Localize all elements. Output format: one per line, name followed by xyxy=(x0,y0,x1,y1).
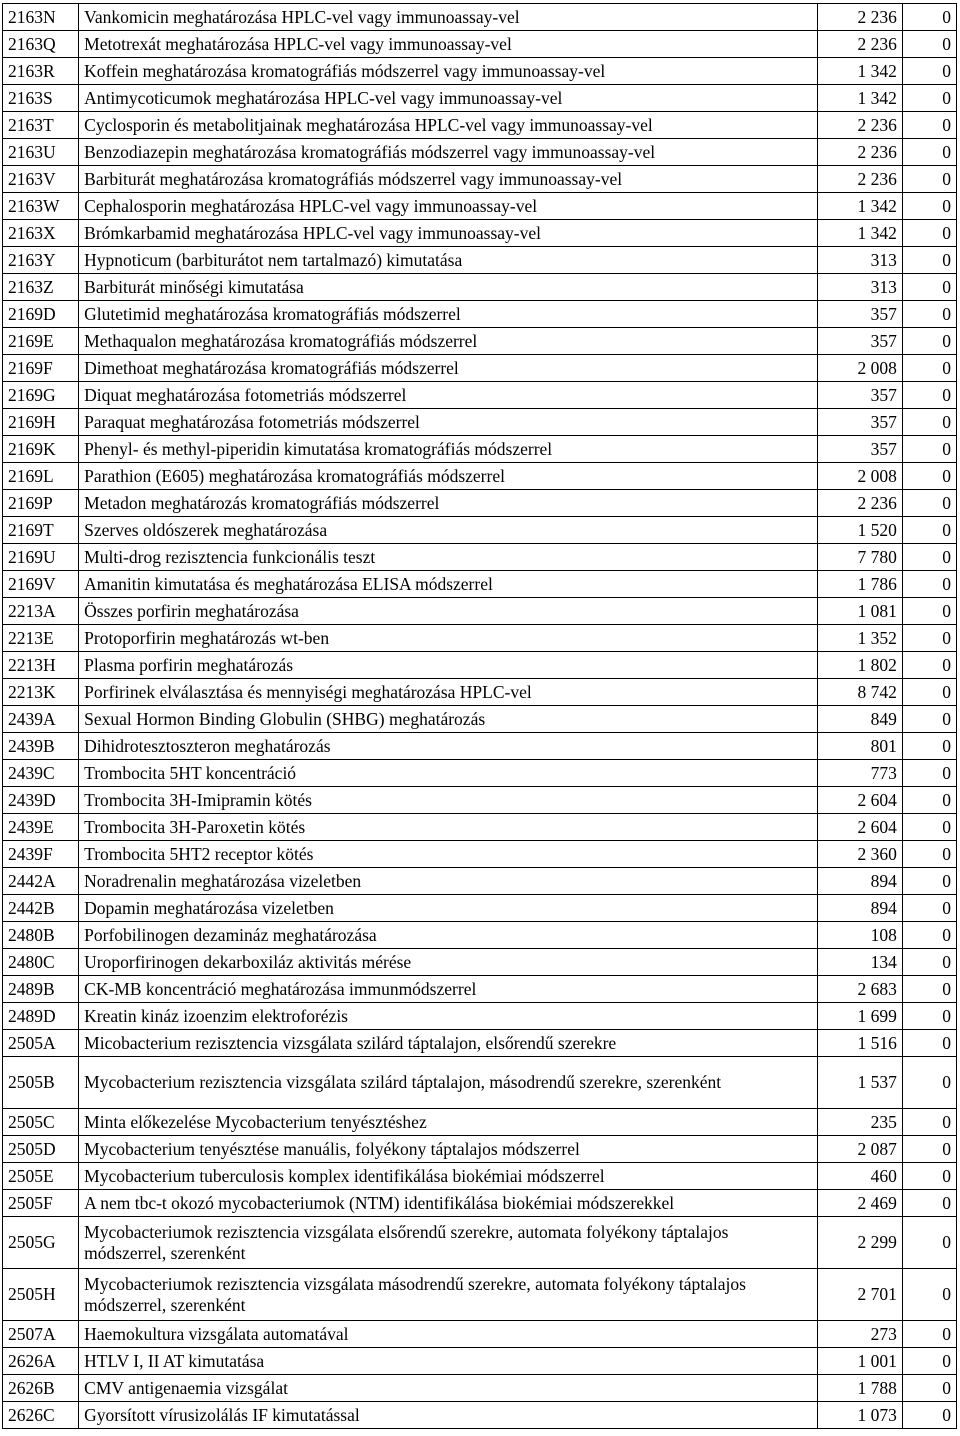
extra-value-cell: 0 xyxy=(902,733,956,760)
procedure-name-cell: Minta előkezelése Mycobacterium tenyésztéshez xyxy=(79,1109,818,1136)
table-row xyxy=(3,4,957,31)
procedure-name-cell: Cephalosporin meghatározása HPLC-vel vagy immunoassay-vel xyxy=(79,193,818,220)
point-value-cell: 357 xyxy=(817,328,902,355)
extra-value-cell: 0 xyxy=(902,1375,956,1402)
extra-value-cell: 0 xyxy=(902,517,956,544)
extra-value-cell: 0 xyxy=(902,571,956,598)
procedure-code-cell: 2489D xyxy=(3,1003,79,1030)
extra-value-cell: 0 xyxy=(902,841,956,868)
extra-value-cell: 0 xyxy=(902,274,956,301)
table-row xyxy=(3,733,957,760)
procedure-code-cell: 2169D xyxy=(3,301,79,328)
point-value-cell: 2 008 xyxy=(817,463,902,490)
point-value-cell: 313 xyxy=(817,274,902,301)
procedure-name-cell: Dimethoat meghatározása kromatográfiás módszerrel xyxy=(79,355,818,382)
extra-value-cell: 0 xyxy=(902,1321,956,1348)
table-row xyxy=(3,1136,957,1163)
procedure-code-cell: 2505B xyxy=(3,1057,79,1109)
table-row xyxy=(3,220,957,247)
procedure-name-cell: Dihidrotesztoszteron meghatározás xyxy=(79,733,818,760)
procedure-code-cell: 2442A xyxy=(3,868,79,895)
procedure-name-cell: Protoporfirin meghatározás wt-ben xyxy=(79,625,818,652)
table-row xyxy=(3,1375,957,1402)
extra-value-cell: 0 xyxy=(902,85,956,112)
procedure-name-cell: Szerves oldószerek meghatározása xyxy=(79,517,818,544)
extra-value-cell: 0 xyxy=(902,787,956,814)
table-row xyxy=(3,976,957,1003)
table-row xyxy=(3,814,957,841)
table-row xyxy=(3,571,957,598)
point-value-cell: 1 342 xyxy=(817,193,902,220)
point-value-cell: 2 087 xyxy=(817,1136,902,1163)
point-value-cell: 1 073 xyxy=(817,1402,902,1429)
procedure-name-cell: Gyorsított vírusizolálás IF kimutatással xyxy=(79,1402,818,1429)
extra-value-cell: 0 xyxy=(902,625,956,652)
extra-value-cell: 0 xyxy=(902,814,956,841)
table-row xyxy=(3,625,957,652)
point-value-cell: 1 520 xyxy=(817,517,902,544)
table-row xyxy=(3,706,957,733)
procedure-name-cell: Mycobacterium tuberculosis komplex identifikálása biokémiai módszerrel xyxy=(79,1163,818,1190)
point-value-cell: 7 780 xyxy=(817,544,902,571)
procedure-name-cell: Trombocita 3H-Paroxetin kötés xyxy=(79,814,818,841)
extra-value-cell: 0 xyxy=(902,1057,956,1109)
procedure-name-cell: Koffein meghatározása kromatográfiás módszerrel vagy immunoassay-vel xyxy=(79,58,818,85)
procedure-name-cell: Plasma porfirin meghatározás xyxy=(79,652,818,679)
procedure-code-cell: 2169T xyxy=(3,517,79,544)
procedure-code-cell: 2163Z xyxy=(3,274,79,301)
procedure-name-cell: Metotrexát meghatározása HPLC-vel vagy immunoassay-vel xyxy=(79,31,818,58)
procedure-code-cell: 2163U xyxy=(3,139,79,166)
procedure-name-cell: CK-MB koncentráció meghatározása immunmódszerrel xyxy=(79,976,818,1003)
procedure-name-cell: Trombocita 5HT2 receptor kötés xyxy=(79,841,818,868)
procedure-name-cell: Noradrenalin meghatározása vizeletben xyxy=(79,868,818,895)
point-value-cell: 1 788 xyxy=(817,1375,902,1402)
procedure-name-cell: Porfirinek elválasztása és mennyiségi meghatározása HPLC-vel xyxy=(79,679,818,706)
procedure-code-cell: 2163Y xyxy=(3,247,79,274)
extra-value-cell: 0 xyxy=(902,409,956,436)
point-value-cell: 1 081 xyxy=(817,598,902,625)
procedure-code-cell: 2505E xyxy=(3,1163,79,1190)
point-value-cell: 2 236 xyxy=(817,139,902,166)
point-value-cell: 2 236 xyxy=(817,166,902,193)
extra-value-cell: 0 xyxy=(902,1163,956,1190)
table-row xyxy=(3,247,957,274)
procedure-code-cell: 2163Q xyxy=(3,31,79,58)
procedure-code-cell: 2169E xyxy=(3,328,79,355)
extra-value-cell: 0 xyxy=(902,1348,956,1375)
extra-value-cell: 0 xyxy=(902,4,956,31)
table-row xyxy=(3,544,957,571)
point-value-cell: 2 236 xyxy=(817,31,902,58)
point-value-cell: 2 683 xyxy=(817,976,902,1003)
table-row xyxy=(3,166,957,193)
extra-value-cell: 0 xyxy=(902,247,956,274)
procedure-name-cell: HTLV I, II AT kimutatása xyxy=(79,1348,818,1375)
extra-value-cell: 0 xyxy=(902,463,956,490)
point-value-cell: 2 299 xyxy=(817,1217,902,1269)
procedure-name-cell: Cyclosporin és metabolitjainak meghatározása HPLC-vel vagy immunoassay-vel xyxy=(79,112,818,139)
procedure-code-cell: 2169P xyxy=(3,490,79,517)
extra-value-cell: 0 xyxy=(902,1136,956,1163)
procedure-name-cell: Vankomicin meghatározása HPLC-vel vagy immunoassay-vel xyxy=(79,4,818,31)
procedure-name-cell: Mycobacteriumok rezisztencia vizsgálata másodrendű szerekre, automata folyékony táptalajos módszerrel, szerenként xyxy=(79,1269,818,1321)
point-value-cell: 235 xyxy=(817,1109,902,1136)
extra-value-cell: 0 xyxy=(902,58,956,85)
point-value-cell: 1 342 xyxy=(817,220,902,247)
procedure-code-cell: 2439E xyxy=(3,814,79,841)
procedure-code-cell: 2439B xyxy=(3,733,79,760)
procedure-code-cell: 2507A xyxy=(3,1321,79,1348)
procedure-code-cell: 2213H xyxy=(3,652,79,679)
table-row xyxy=(3,31,957,58)
procedure-code-cell: 2163W xyxy=(3,193,79,220)
point-value-cell: 357 xyxy=(817,301,902,328)
table-row xyxy=(3,1030,957,1057)
procedure-code-cell: 2169U xyxy=(3,544,79,571)
procedure-code-cell: 2505F xyxy=(3,1190,79,1217)
table-row xyxy=(3,868,957,895)
procedure-name-cell: Antimycoticumok meghatározása HPLC-vel vagy immunoassay-vel xyxy=(79,85,818,112)
procedure-name-cell: Micobacterium rezisztencia vizsgálata szilárd táptalajon, elsőrendű szerekre xyxy=(79,1030,818,1057)
point-value-cell: 894 xyxy=(817,895,902,922)
table-row xyxy=(3,355,957,382)
point-value-cell: 108 xyxy=(817,922,902,949)
extra-value-cell: 0 xyxy=(902,976,956,1003)
procedure-name-cell: Trombocita 5HT koncentráció xyxy=(79,760,818,787)
extra-value-cell: 0 xyxy=(902,760,956,787)
extra-value-cell: 0 xyxy=(902,1109,956,1136)
extra-value-cell: 0 xyxy=(902,355,956,382)
procedure-code-cell: 2439F xyxy=(3,841,79,868)
procedure-name-cell: Metadon meghatározás kromatográfiás módszerrel xyxy=(79,490,818,517)
point-value-cell: 2 236 xyxy=(817,112,902,139)
table-row xyxy=(3,274,957,301)
extra-value-cell: 0 xyxy=(902,166,956,193)
extra-value-cell: 0 xyxy=(902,436,956,463)
procedure-name-cell: Trombocita 3H-Imipramin kötés xyxy=(79,787,818,814)
procedure-name-cell: Parathion (E605) meghatározása kromatográfiás módszerrel xyxy=(79,463,818,490)
procedure-name-cell: Porfobilinogen dezamináz meghatározása xyxy=(79,922,818,949)
extra-value-cell: 0 xyxy=(902,544,956,571)
procedure-code-cell: 2169V xyxy=(3,571,79,598)
procedure-code-cell: 2213A xyxy=(3,598,79,625)
extra-value-cell: 0 xyxy=(902,139,956,166)
extra-value-cell: 0 xyxy=(902,382,956,409)
table-row xyxy=(3,112,957,139)
point-value-cell: 1 352 xyxy=(817,625,902,652)
table-row xyxy=(3,301,957,328)
table-row xyxy=(3,328,957,355)
procedure-code-cell: 2169F xyxy=(3,355,79,382)
extra-value-cell: 0 xyxy=(902,193,956,220)
table-row xyxy=(3,949,957,976)
point-value-cell: 1 537 xyxy=(817,1057,902,1109)
procedure-code-cell: 2169K xyxy=(3,436,79,463)
extra-value-cell: 0 xyxy=(902,652,956,679)
procedure-name-cell: Mycobacteriumok rezisztencia vizsgálata elsőrendű szerekre, automata folyékony táptalajos módszerrel, szerenként xyxy=(79,1217,818,1269)
procedure-name-cell: Összes porfirin meghatározása xyxy=(79,598,818,625)
point-value-cell: 2 469 xyxy=(817,1190,902,1217)
table-row xyxy=(3,1321,957,1348)
procedure-code-cell: 2163X xyxy=(3,220,79,247)
table-row xyxy=(3,85,957,112)
procedure-name-cell: Brómkarbamid meghatározása HPLC-vel vagy immunoassay-vel xyxy=(79,220,818,247)
table-row xyxy=(3,598,957,625)
procedure-name-cell: A nem tbc-t okozó mycobacteriumok (NTM) identifikálása biokémiai módszerekkel xyxy=(79,1190,818,1217)
procedure-name-cell: Paraquat meghatározása fotometriás módszerrel xyxy=(79,409,818,436)
extra-value-cell: 0 xyxy=(902,1003,956,1030)
point-value-cell: 8 742 xyxy=(817,679,902,706)
table-row xyxy=(3,409,957,436)
procedure-name-cell: Dopamin meghatározása vizeletben xyxy=(79,895,818,922)
point-value-cell: 2 008 xyxy=(817,355,902,382)
table-row xyxy=(3,1109,957,1136)
procedure-code-cell: 2626B xyxy=(3,1375,79,1402)
table-row xyxy=(3,193,957,220)
table-row xyxy=(3,58,957,85)
extra-value-cell: 0 xyxy=(902,1217,956,1269)
table-row xyxy=(3,922,957,949)
table-row xyxy=(3,787,957,814)
procedure-code-cell: 2163N xyxy=(3,4,79,31)
point-value-cell: 357 xyxy=(817,409,902,436)
procedure-code-cell: 2169L xyxy=(3,463,79,490)
procedure-name-cell: Hypnoticum (barbiturátot nem tartalmazó) kimutatása xyxy=(79,247,818,274)
extra-value-cell: 0 xyxy=(902,895,956,922)
extra-value-cell: 0 xyxy=(902,1402,956,1429)
procedure-name-cell: Multi-drog rezisztencia funkcionális teszt xyxy=(79,544,818,571)
point-value-cell: 2 360 xyxy=(817,841,902,868)
table-row xyxy=(3,139,957,166)
procedure-name-cell: Barbiturát minőségi kimutatása xyxy=(79,274,818,301)
table-row xyxy=(3,1269,957,1321)
price-table xyxy=(2,3,957,1429)
point-value-cell: 134 xyxy=(817,949,902,976)
table-row xyxy=(3,382,957,409)
procedure-name-cell: Benzodiazepin meghatározása kromatográfiás módszerrel vagy immunoassay-vel xyxy=(79,139,818,166)
extra-value-cell: 0 xyxy=(902,598,956,625)
procedure-code-cell: 2163R xyxy=(3,58,79,85)
procedure-code-cell: 2442B xyxy=(3,895,79,922)
procedure-code-cell: 2480B xyxy=(3,922,79,949)
procedure-code-cell: 2505H xyxy=(3,1269,79,1321)
point-value-cell: 849 xyxy=(817,706,902,733)
point-value-cell: 1 699 xyxy=(817,1003,902,1030)
table-row xyxy=(3,895,957,922)
procedure-code-cell: 2213E xyxy=(3,625,79,652)
procedure-code-cell: 2505D xyxy=(3,1136,79,1163)
procedure-code-cell: 2505G xyxy=(3,1217,79,1269)
extra-value-cell: 0 xyxy=(902,112,956,139)
point-value-cell: 1 342 xyxy=(817,85,902,112)
point-value-cell: 2 604 xyxy=(817,787,902,814)
extra-value-cell: 0 xyxy=(902,922,956,949)
procedure-name-cell: Mycobacterium tenyésztése manuális, folyékony táptalajos módszerrel xyxy=(79,1136,818,1163)
procedure-code-cell: 2626C xyxy=(3,1402,79,1429)
extra-value-cell: 0 xyxy=(902,1269,956,1321)
table-row xyxy=(3,1402,957,1429)
procedure-name-cell: Mycobacterium rezisztencia vizsgálata szilárd táptalajon, másodrendű szerekre, szerenként xyxy=(79,1057,818,1109)
procedure-code-cell: 2480C xyxy=(3,949,79,976)
extra-value-cell: 0 xyxy=(902,1030,956,1057)
table-row xyxy=(3,490,957,517)
table-body xyxy=(3,4,957,1429)
extra-value-cell: 0 xyxy=(902,220,956,247)
extra-value-cell: 0 xyxy=(902,679,956,706)
procedure-code-cell: 2626A xyxy=(3,1348,79,1375)
procedure-code-cell: 2505A xyxy=(3,1030,79,1057)
point-value-cell: 894 xyxy=(817,868,902,895)
procedure-name-cell: Methaqualon meghatározása kromatográfiás módszerrel xyxy=(79,328,818,355)
table-row xyxy=(3,517,957,544)
extra-value-cell: 0 xyxy=(902,949,956,976)
procedure-code-cell: 2163V xyxy=(3,166,79,193)
point-value-cell: 1 802 xyxy=(817,652,902,679)
procedure-code-cell: 2439C xyxy=(3,760,79,787)
procedure-name-cell: Amanitin kimutatása és meghatározása ELISA módszerrel xyxy=(79,571,818,598)
table-row xyxy=(3,1348,957,1375)
table-row xyxy=(3,679,957,706)
table-row xyxy=(3,760,957,787)
procedure-code-cell: 2213K xyxy=(3,679,79,706)
extra-value-cell: 0 xyxy=(902,31,956,58)
point-value-cell: 1 001 xyxy=(817,1348,902,1375)
point-value-cell: 2 604 xyxy=(817,814,902,841)
procedure-name-cell: Sexual Hormon Binding Globulin (SHBG) meghatározás xyxy=(79,706,818,733)
procedure-code-cell: 2169H xyxy=(3,409,79,436)
procedure-name-cell: CMV antigenaemia vizsgálat xyxy=(79,1375,818,1402)
table-row xyxy=(3,652,957,679)
table-row xyxy=(3,1190,957,1217)
point-value-cell: 801 xyxy=(817,733,902,760)
extra-value-cell: 0 xyxy=(902,328,956,355)
procedure-code-cell: 2439A xyxy=(3,706,79,733)
point-value-cell: 313 xyxy=(817,247,902,274)
point-value-cell: 357 xyxy=(817,382,902,409)
procedure-code-cell: 2505C xyxy=(3,1109,79,1136)
procedure-name-cell: Glutetimid meghatározása kromatográfiás módszerrel xyxy=(79,301,818,328)
table-row xyxy=(3,1217,957,1269)
point-value-cell: 1 342 xyxy=(817,58,902,85)
procedure-name-cell: Diquat meghatározása fotometriás módszerrel xyxy=(79,382,818,409)
procedure-name-cell: Uroporfirinogen dekarboxiláz aktivitás mérése xyxy=(79,949,818,976)
table-row xyxy=(3,1057,957,1109)
point-value-cell: 273 xyxy=(817,1321,902,1348)
point-value-cell: 460 xyxy=(817,1163,902,1190)
procedure-name-cell: Phenyl- és methyl-piperidin kimutatása kromatográfiás módszerrel xyxy=(79,436,818,463)
procedure-code-cell: 2169G xyxy=(3,382,79,409)
procedure-code-cell: 2163S xyxy=(3,85,79,112)
procedure-name-cell: Haemokultura vizsgálata automatával xyxy=(79,1321,818,1348)
table-row xyxy=(3,1003,957,1030)
point-value-cell: 1 786 xyxy=(817,571,902,598)
point-value-cell: 773 xyxy=(817,760,902,787)
point-value-cell: 1 516 xyxy=(817,1030,902,1057)
point-value-cell: 2 701 xyxy=(817,1269,902,1321)
extra-value-cell: 0 xyxy=(902,868,956,895)
table-row xyxy=(3,463,957,490)
point-value-cell: 357 xyxy=(817,436,902,463)
procedure-code-cell: 2163T xyxy=(3,112,79,139)
point-value-cell: 2 236 xyxy=(817,4,902,31)
extra-value-cell: 0 xyxy=(902,706,956,733)
extra-value-cell: 0 xyxy=(902,301,956,328)
extra-value-cell: 0 xyxy=(902,1190,956,1217)
procedure-code-cell: 2489B xyxy=(3,976,79,1003)
extra-value-cell: 0 xyxy=(902,490,956,517)
procedure-code-cell: 2439D xyxy=(3,787,79,814)
point-value-cell: 2 236 xyxy=(817,490,902,517)
table-row xyxy=(3,436,957,463)
procedure-name-cell: Barbiturát meghatározása kromatográfiás módszerrel vagy immunoassay-vel xyxy=(79,166,818,193)
procedure-name-cell: Kreatin kináz izoenzim elektroforézis xyxy=(79,1003,818,1030)
table-row xyxy=(3,841,957,868)
table-row xyxy=(3,1163,957,1190)
